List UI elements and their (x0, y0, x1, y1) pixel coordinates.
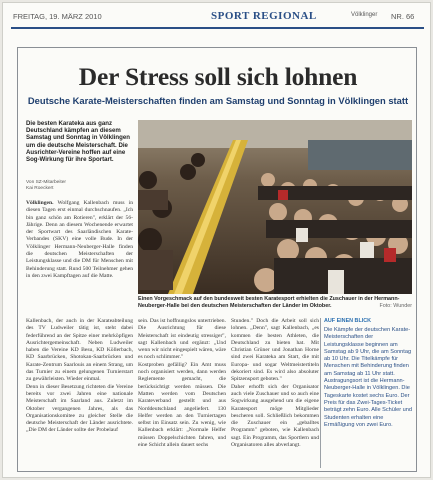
article-column-3 (138, 318, 226, 449)
issue-date: FREITAG, 19. MÄRZ 2010 (13, 12, 102, 21)
article-byline (26, 180, 131, 192)
page-header (11, 9, 424, 29)
article-headline: Der Stress soll sich lohnen (78, 62, 358, 91)
column-4-text: Stunden." Doch die Arbeit soll sich lohnen. „Denn", sagt Kallenbach, „es kommen die besten Athleten, die Deutschland zu bieten hat. Mit Christian Grüner und Jonathan Horne sind zwei Karateka am Start, die mit Europa- und sogar Weltmeistertiteln dekoriert sind. Es wird also absoluter Spitzensport geboten." (231, 318, 319, 383)
column-2-text-b: Denn in dieser Besetzung richteten die Vereine bereits vor zwei Jahren eine nationale Meisterschaft im Saarland aus. Zuletzt im Oktober vergangenen Jahres, als das Organisationskomitee zu gleicher Stelle die deutsche Meisterschaft der Länder ausrichtete. „Die DM der Länder sollte der Probelauf (26, 383, 133, 434)
column-2-text: Kallenbach, der auch in der Karateabteilung des TV Ludweiler tätig ist, steht dabei federführend an der Spitze einer mehrköpfigen Ausrichtergemeinschaft. Neben Ludweiler haben die Vereine KD Besu, KD Köllerbach, KD Saarbrücken, Shotokan-Saarbrücken und Karate-Zentrum Saarlouis an einem Strang, um das Turnier zu einem gelungenen Turnierstart zu gewährleisten. Wieder einmal. (26, 318, 133, 383)
column-divider (320, 318, 321, 468)
section-title: SPORT REGIONAL (211, 10, 317, 22)
column-3-text-b: Kostproben gefällig? Ein Amt muss noch organisiert werden, dann werden Reglemente gemacht, die berücksichtigt werden müssen. Die Matten werden vom Deutschen Karateverband gestellt und aus Norddeutschland angeliefert. 130 Helfer werden an den Turniertagen selbst im Einsatz sein. Zu wenig, wie Kallenbach erklärt: „Normale Helfer müssen Doppelschichten fahren, und eine Schicht allein dauert sechs (138, 361, 226, 449)
page-number: NR. 66 (391, 12, 415, 21)
newspaper-clipping (2, 2, 431, 478)
article-subhead: Deutsche Karate-Meisterschaften finden am Samstag und Sonntag in Völklingen statt (27, 95, 409, 106)
byline-author: Kai Roeckert (26, 186, 54, 191)
article-column-1 (26, 200, 133, 280)
karate-crowd-photo (138, 120, 412, 294)
article-column-2 (26, 318, 133, 435)
column-4-text-b: Daher erhofft sich der Organisator auch viele Zuschauer und so auch eine Sogwirkung ausgehend um die eigene Karatesport möge Mitglieder bescheren soll. Schließlich bekommen die Zuschauer ein „geballtes Programm" geboten, wie Kallenbach sagt. Ein Programm, das Sportlern und Organisatoren alles abverlangt. (231, 383, 319, 449)
photo-caption (138, 296, 412, 309)
article-column-4 (231, 318, 319, 449)
article-lead: Die besten Karateka aus ganz Deutschland kämpfen an diesem Samstag und Sonntag in Völklingen um die deutsche Meisterschaft. Die Ausrichter-Vereine hoffen auf eine Sog-Wirkung für ihre Sportart. (26, 120, 130, 164)
photo-illustration (138, 120, 412, 294)
paper-logo: Völklinger (351, 12, 378, 18)
column-3-text: sein. Das ist hoffnungslos untertrieben. Die Ausrichtung für diese Meisterschaft ist eindeutig stressiger", sagt Kallenbach und ergänzt: „Und wenn wir nicht eingespielt wären, wäre es noch schlimmer." (138, 318, 226, 361)
photo-credit: Foto: Wunder (379, 302, 412, 309)
column-1-text: Wolfgang Kallenbach muss in diesen Tagen erst einmal durchschnaufen. „Ich bin ganz schön am Rotieren", erklärt der 56-Jährige. Denn an diesem Wochenende erwartet der Sportwart des Saarländischen Karate-Verbandes (SKV) eine volle Bude. In der Völklinger Hermann-Neuberger-Halle finden die deutschen Meisterschaften der Leistungsklasse und die DM für Menschen mit Behinderung statt. Rund 500 Teilnehmer gehen in den zwei Kampftagen auf die Matte. (26, 200, 133, 279)
info-box-text: Die Kämpfe der deutschen Karate-Meisterschaften der Leistungsklasse beginnen am Samstag ab 9 Uhr, die am Sonntag ab 10 Uhr. Die Titelkämpfe für Menschen mit Behinderung finden am Samstag ab 11 Uhr statt. Austragungsort ist die Hermann-Neuberger-Halle in Völklingen. Die Tageskarte kostet sechs Euro. Der Preis für das Zwei-Tages-Ticket beträgt zehn Euro. Alle Schüler und Studenten erhalten eine Ermäßigung von zwei Euro. (324, 327, 413, 428)
dateline: Völklingen. (26, 200, 54, 206)
byline-role: Von SZ-Mitarbeiter (26, 180, 66, 185)
article-frame (17, 47, 417, 472)
info-box-title: AUF EINEN BLICK (324, 318, 372, 324)
caption-text: Einen Vorgeschmack auf den bundesweit besten Karatesport erhielten die Zuschauer in der Hermann-Neuberger-Halle bei den deutschen Meisterschaften der Länder im Oktober. (138, 296, 400, 309)
